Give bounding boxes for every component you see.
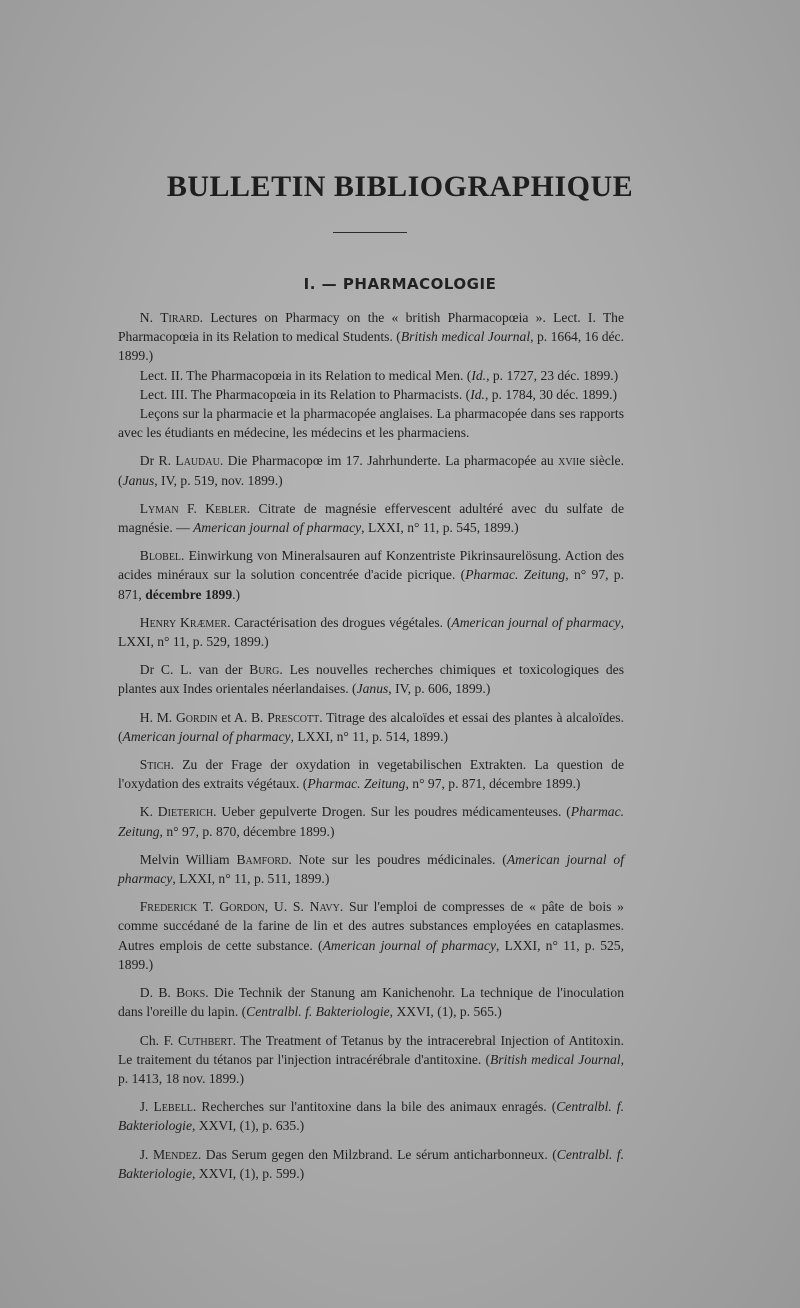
bibliography-entry [118,1031,624,1089]
text-run: Boks [176,985,206,1001]
text-run: D. B. [139,985,177,1001]
text-run: Dr R. [139,453,176,469]
text-run: Burg [249,662,280,678]
text-run: . Note sur les poudres médicinales. ( [288,851,507,867]
bibliography-entry [118,660,624,698]
text-run: Janus [356,681,389,697]
bibliography-list [118,308,624,1192]
entry-paragraph [118,1031,624,1089]
text-run: , LXXI, n° 11, p. 511, 1899.) [172,871,330,887]
text-run: Lect. II. The Pharmacopœia in its Relation to medical Men. ( [139,367,472,383]
text-run: Centralbl. f. Bakteriologie [118,1146,624,1181]
text-run: e siècle. ( [118,453,624,488]
text-run: , LXXI, n° 11, p. 545, 1899.) [361,520,519,536]
bibliography-entry [118,451,624,489]
text-run: . Lectures on Pharmacy on the « british Pharmacopœia ». Lect. I. The Pharmacopœia in its Relation to medical Students. ( [118,310,624,345]
title-divider [333,232,407,233]
text-run: , LXXI, n° 11, p. 529, 1899.) [118,614,624,650]
text-run: . Einwirkung von Mineralsauren auf Konzentriste Pikrinsaurelösung. Action des acides minéraux sur la solution concentrée d'acide picrique. ( [118,548,624,583]
text-run: Gordin [175,709,218,725]
text-run: Id. [470,386,485,402]
entry-paragraph [118,802,624,840]
text-run: American journal of pharmacy [118,851,624,887]
text-run: . Les nouvelles recherches chimiques et toxicologiques des plantes aux Indes orientales néerlandaises. ( [118,662,624,697]
text-run: Blobel [139,548,182,564]
text-run: Stich [139,757,171,773]
bibliography-entry [118,708,624,746]
entry-paragraph [118,546,624,604]
text-run: Bamford [236,851,289,867]
text-run: . Zu der Frage der oxydation in vegetabilischen Extrakten. La question de l'oxydation des extraits végétaux. ( [118,757,624,792]
text-run: , XXVI, (1), p. 599.) [192,1165,305,1181]
entry-paragraph [118,708,624,746]
text-run: , n° 97, p. 870, décembre 1899.) [159,823,335,839]
bibliography-entry [118,1145,624,1183]
text-run: J. [139,1146,153,1162]
text-run: Janus [122,472,155,488]
text-run: Lyman [139,500,179,516]
section-heading: I. — PHARMACOLOGIE [303,275,497,293]
text-run: Henry [139,614,177,630]
text-run: , n° 97, p. 871, [118,567,625,602]
text-run: American journal of pharmacy [122,728,291,744]
bibliography-entry [118,850,624,888]
bibliography-entry [118,755,624,793]
entry-paragraph [118,613,624,651]
text-run: Id. [471,367,487,383]
entry-paragraph [118,850,624,888]
bibliography-entry [118,897,624,974]
bibliography-entry [118,613,624,651]
bibliography-entry [118,308,624,442]
page-title: BULLETIN BIBLIOGRAPHIQUE [166,170,634,203]
text-run: , IV, p. 606, 1899.) [388,681,491,697]
text-run: . Titrage des alcaloïdes et essai des plantes à alcaloïdes. ( [118,709,624,744]
text-run: Lebell [153,1099,193,1115]
text-run: British medical Journal [400,329,531,345]
text-run: . Die Pharmacopœ im 17. Jahrhunderte. La pharmacopée au [219,453,559,469]
entry-paragraph [118,451,624,489]
text-run: Leçons sur la pharmacie et la pharmacopée anglaises. La pharmacopée dans ses rapports avec les étudiants en médecine, les médecins et les pharmaciens. [118,406,624,441]
text-run: Kræmer [180,614,228,630]
text-run: Centralbl. f. Bakteriologie [246,1004,390,1020]
entry-paragraph [118,308,624,366]
text-run: , IV, p. 519, nov. 1899.) [154,472,283,488]
text-run: . Die Technik der Stanung am Kanichenohr. La technique de l'inoculation dans l'oreille du lapin. ( [118,985,624,1020]
text-run: H. M. [139,709,176,725]
text-run: , U. S. [264,899,310,915]
text-run: Gordon [219,899,265,915]
text-run: Cuthbert [178,1032,233,1048]
text-run: Laudau [175,453,220,469]
text-run: T. [197,899,220,915]
text-run: Pharmac. Zeitung [465,567,566,583]
entry-paragraph [118,366,624,385]
text-run: , p. 1664, 16 déc. 1899.) [118,329,624,364]
text-run: xvii [558,453,580,469]
text-run: , LXXI, n° 11, p. 514, 1899.) [290,728,449,744]
text-run: , p. 1727, 23 déc. 1899.) [486,367,619,383]
text-run: Ch. F. [139,1032,178,1048]
text-run: Kebler [205,500,247,516]
text-run: Centralbl. f. Bakteriologie [118,1099,624,1134]
entry-paragraph [118,983,624,1021]
text-run: . Das Serum gegen den Milzbrand. Le sérum anticharbonneux. ( [197,1146,557,1162]
entry-paragraph [118,404,624,442]
bibliography-entry [118,802,624,840]
text-run: American journal of pharmacy [322,937,497,953]
entry-paragraph [118,755,624,793]
entry-paragraph [118,1145,624,1183]
text-run: Pharmac. Zeitung [118,804,624,839]
text-run: Dr C. L. van der [139,662,250,678]
text-run: Navy [309,899,340,915]
text-run: Pharmac. Zeitung [307,776,406,792]
text-run: , LXXI, n° 11, p. 525, 1899.) [118,937,625,972]
text-run: décembre 1899 [145,586,233,602]
text-run: American journal of pharmacy [451,614,621,630]
text-run: . Caractérisation des drogues végétales. ( [227,614,452,630]
entry-paragraph [118,385,624,404]
text-run: , n° 97, p. 871, décembre 1899.) [405,776,581,792]
entry-paragraph [118,660,624,698]
text-run: Mendez [152,1146,198,1162]
text-run: . Recherches sur l'antitoxine dans la bile des animaux enragés. ( [192,1099,557,1115]
text-run: . Sur l'emploi de compresses de « pâte de bois » comme succédané de la farine de lin et des autres substances employées en cataplasmes. Autres emplois de cette substance. ( [118,899,624,953]
bibliography-entry [118,546,624,604]
text-run: , p. 1784, 30 déc. 1899.) [484,386,618,402]
text-run: Melvin William [139,851,237,867]
text-run: , p. 1413, 18 nov. 1899.) [118,1051,624,1086]
text-run: F. [178,500,206,516]
bibliography-entry [118,983,624,1021]
text-run: . The Treatment of Tetanus by the intracerebral Injection of Antitoxin. Le traitement du tétanos par l'injection intracérébrale d'antitoxine. ( [118,1032,624,1067]
text-run: Tirard [160,310,200,325]
text-run: . Citrate de magnésie effervescent adultéré avec du sulfate de magnésie. — [118,500,624,536]
bibliography-entry [118,1097,624,1135]
text-run: .) [232,586,241,602]
text-run: et A. B. [217,709,268,725]
bibliography-entry [118,499,624,537]
entry-paragraph [118,499,624,537]
text-run: Lect. III. The Pharmacopœia in its Relation to Pharmacists. ( [139,386,471,402]
text-run: K. [139,804,158,820]
text-run: American journal of pharmacy [193,520,362,536]
text-run: Frederick [139,899,198,915]
text-run: Dieterich [157,804,214,820]
text-run: , XXVI, (1), p. 565.) [389,1004,502,1020]
text-run: . Ueber gepulverte Drogen. Sur les poudres médicamenteuses. ( [213,804,571,820]
entry-paragraph [118,897,624,974]
text-run: , XXVI, (1), p. 635.) [192,1118,305,1134]
text-run: Prescott [267,709,320,725]
text-run: British medical Journal [489,1051,621,1067]
text-run: J. [139,1099,154,1115]
text-run: N. [139,310,161,325]
entry-paragraph [118,1097,624,1135]
